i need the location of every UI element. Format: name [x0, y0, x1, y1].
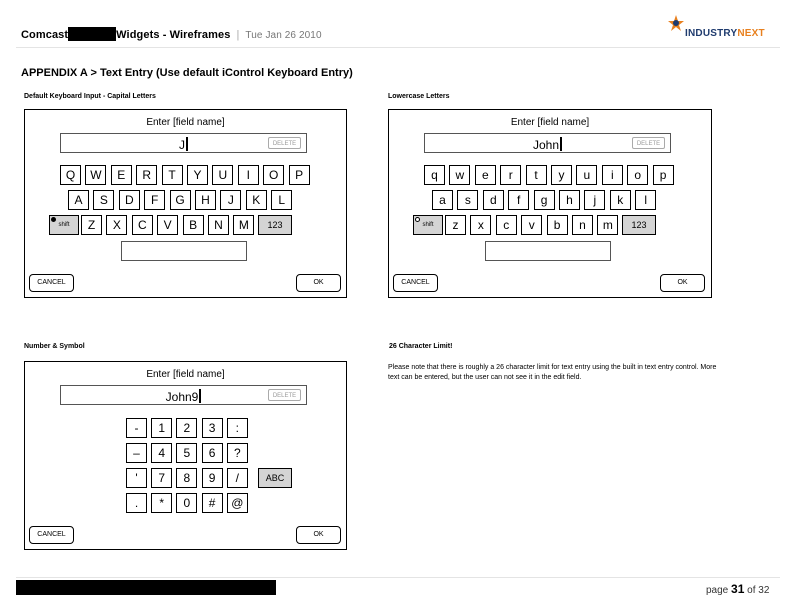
title-separator: |	[236, 29, 240, 41]
key-symbol[interactable]: ?	[227, 443, 248, 463]
shift-state-indicator	[415, 217, 420, 222]
keyboard-panel-number	[24, 361, 347, 550]
key-u[interactable]: u	[576, 165, 597, 185]
key-U[interactable]: U	[212, 165, 233, 185]
footer-divider	[16, 577, 780, 578]
key-z[interactable]: z	[445, 215, 466, 235]
key-w[interactable]: w	[449, 165, 470, 185]
text-cursor	[560, 137, 562, 151]
key-symbol[interactable]: '	[126, 468, 147, 488]
key-symbol[interactable]: /	[227, 468, 248, 488]
key-G[interactable]: G	[170, 190, 191, 210]
key-e[interactable]: e	[475, 165, 496, 185]
field-text: John	[532, 138, 560, 152]
key-x[interactable]: x	[470, 215, 491, 235]
space-bar[interactable]	[121, 241, 247, 261]
ok-button[interactable]: OK	[660, 274, 705, 292]
redaction-bar	[68, 27, 116, 41]
key-D[interactable]: D	[119, 190, 140, 210]
key-T[interactable]: T	[162, 165, 183, 185]
text-cursor	[199, 389, 201, 403]
field-prompt: Enter [field name]	[146, 117, 225, 128]
number-mode-key[interactable]: 123	[622, 215, 656, 235]
logo-wordmark	[685, 28, 765, 39]
field-prompt: Enter [field name]	[510, 117, 590, 128]
key-f[interactable]: f	[508, 190, 529, 210]
key-symbol[interactable]: 0	[176, 493, 197, 513]
key-P[interactable]: P	[289, 165, 310, 185]
space-bar[interactable]	[485, 241, 611, 261]
limit-note-label: 26 Character Limit!	[389, 343, 453, 350]
page-current: 31	[731, 582, 745, 596]
key-b[interactable]: b	[547, 215, 568, 235]
cancel-button[interactable]: CANCEL	[29, 274, 74, 292]
key-symbol[interactable]: -	[126, 418, 147, 438]
key-K[interactable]: K	[246, 190, 267, 210]
key-A[interactable]: A	[68, 190, 89, 210]
key-Q[interactable]: Q	[60, 165, 81, 185]
key-y[interactable]: y	[551, 165, 572, 185]
key-X[interactable]: X	[106, 215, 127, 235]
text-entry-field[interactable]	[424, 133, 671, 153]
shift-key[interactable]	[413, 215, 443, 235]
key-symbol[interactable]: #	[202, 493, 223, 513]
key-F[interactable]: F	[144, 190, 165, 210]
key-R[interactable]: R	[136, 165, 157, 185]
key-j[interactable]: j	[584, 190, 605, 210]
key-O[interactable]: O	[263, 165, 284, 185]
appendix-title: APPENDIX A > Text Entry (Use default iControl Keyboard Entry)	[21, 67, 353, 79]
key-J[interactable]: J	[220, 190, 241, 210]
page-prefix: page	[706, 585, 729, 596]
key-g[interactable]: g	[534, 190, 555, 210]
cancel-button[interactable]: CANCEL	[29, 526, 74, 544]
key-V[interactable]: V	[157, 215, 178, 235]
key-symbol[interactable]: *	[151, 493, 172, 513]
title-left: Comcast	[21, 29, 69, 41]
shift-label: shift	[422, 222, 434, 228]
delete-button[interactable]: DELETE	[268, 389, 301, 401]
key-symbol[interactable]: 9	[202, 468, 223, 488]
page-number	[706, 582, 769, 596]
key-d[interactable]: d	[483, 190, 504, 210]
document-date: Tue Jan 26 2010	[245, 30, 322, 41]
industrynext-logo-icon	[667, 14, 685, 32]
shift-key[interactable]	[49, 215, 79, 235]
text-entry-field[interactable]	[60, 385, 307, 405]
key-symbol[interactable]: @	[227, 493, 248, 513]
page-total: of 32	[747, 585, 770, 596]
key-symbol[interactable]: 6	[202, 443, 223, 463]
key-v[interactable]: v	[521, 215, 542, 235]
letter-mode-key[interactable]: ABC	[258, 468, 292, 488]
key-C[interactable]: C	[132, 215, 153, 235]
key-q[interactable]: q	[424, 165, 445, 185]
section-label-lowercase: Lowercase Letters	[388, 93, 450, 100]
number-mode-key[interactable]: 123	[258, 215, 292, 235]
title-right: Widgets - Wireframes	[116, 29, 231, 41]
key-r[interactable]: r	[500, 165, 521, 185]
keyboard-panel-capital	[24, 109, 347, 298]
header-divider	[16, 47, 780, 48]
section-label-number: Number & Symbol	[24, 343, 85, 350]
shift-state-indicator	[51, 217, 56, 222]
key-Z[interactable]: Z	[81, 215, 102, 235]
key-symbol[interactable]: 7	[151, 468, 172, 488]
key-Y[interactable]: Y	[187, 165, 208, 185]
key-t[interactable]: t	[526, 165, 547, 185]
key-s[interactable]: s	[457, 190, 478, 210]
field-prompt: Enter [field name]	[146, 369, 225, 380]
key-a[interactable]: a	[432, 190, 453, 210]
key-n[interactable]: n	[572, 215, 593, 235]
key-symbol[interactable]: 4	[151, 443, 172, 463]
key-i[interactable]: i	[602, 165, 623, 185]
document-title	[21, 27, 322, 41]
key-p[interactable]: p	[653, 165, 674, 185]
key-k[interactable]: k	[610, 190, 631, 210]
key-symbol[interactable]: 8	[176, 468, 197, 488]
key-L[interactable]: L	[271, 190, 292, 210]
key-h[interactable]: h	[559, 190, 580, 210]
key-W[interactable]: W	[85, 165, 106, 185]
limit-note-text: Please note that there is roughly a 26 character limit for text entry using the built in text entry control. More text can be entered, but the user can not see it in the edit field.	[388, 364, 717, 381]
footer-redaction-bar	[16, 580, 276, 595]
ok-button[interactable]: OK	[296, 274, 341, 292]
key-c[interactable]: c	[496, 215, 517, 235]
key-symbol[interactable]: 2	[176, 418, 197, 438]
key-symbol[interactable]: 5	[176, 443, 197, 463]
text-entry-field[interactable]	[60, 133, 307, 153]
key-M[interactable]: M	[233, 215, 254, 235]
ok-button[interactable]: OK	[296, 526, 341, 544]
section-label-capital: Default Keyboard Input - Capital Letters	[24, 93, 156, 100]
keyboard-panel-lowercase	[388, 109, 712, 298]
key-symbol[interactable]: 3	[202, 418, 223, 438]
key-N[interactable]: N	[208, 215, 229, 235]
shift-label: shift	[58, 222, 70, 228]
key-symbol[interactable]: .	[126, 493, 147, 513]
key-symbol[interactable]: 1	[151, 418, 172, 438]
key-B[interactable]: B	[183, 215, 204, 235]
field-text: John9	[165, 390, 199, 404]
key-H[interactable]: H	[195, 190, 216, 210]
key-m[interactable]: m	[597, 215, 618, 235]
logo-text-main: INDUSTRY	[685, 28, 738, 39]
key-l[interactable]: l	[635, 190, 656, 210]
delete-button[interactable]: DELETE	[268, 137, 301, 149]
key-E[interactable]: E	[111, 165, 132, 185]
key-S[interactable]: S	[93, 190, 114, 210]
logo-text-accent: NEXT	[737, 28, 765, 39]
text-cursor	[186, 137, 188, 151]
field-text: J	[179, 138, 185, 152]
key-symbol[interactable]: –	[126, 443, 147, 463]
cancel-button[interactable]: CANCEL	[393, 274, 438, 292]
key-symbol[interactable]: :	[227, 418, 248, 438]
delete-button[interactable]: DELETE	[632, 137, 665, 149]
key-o[interactable]: o	[627, 165, 648, 185]
key-I[interactable]: I	[238, 165, 259, 185]
